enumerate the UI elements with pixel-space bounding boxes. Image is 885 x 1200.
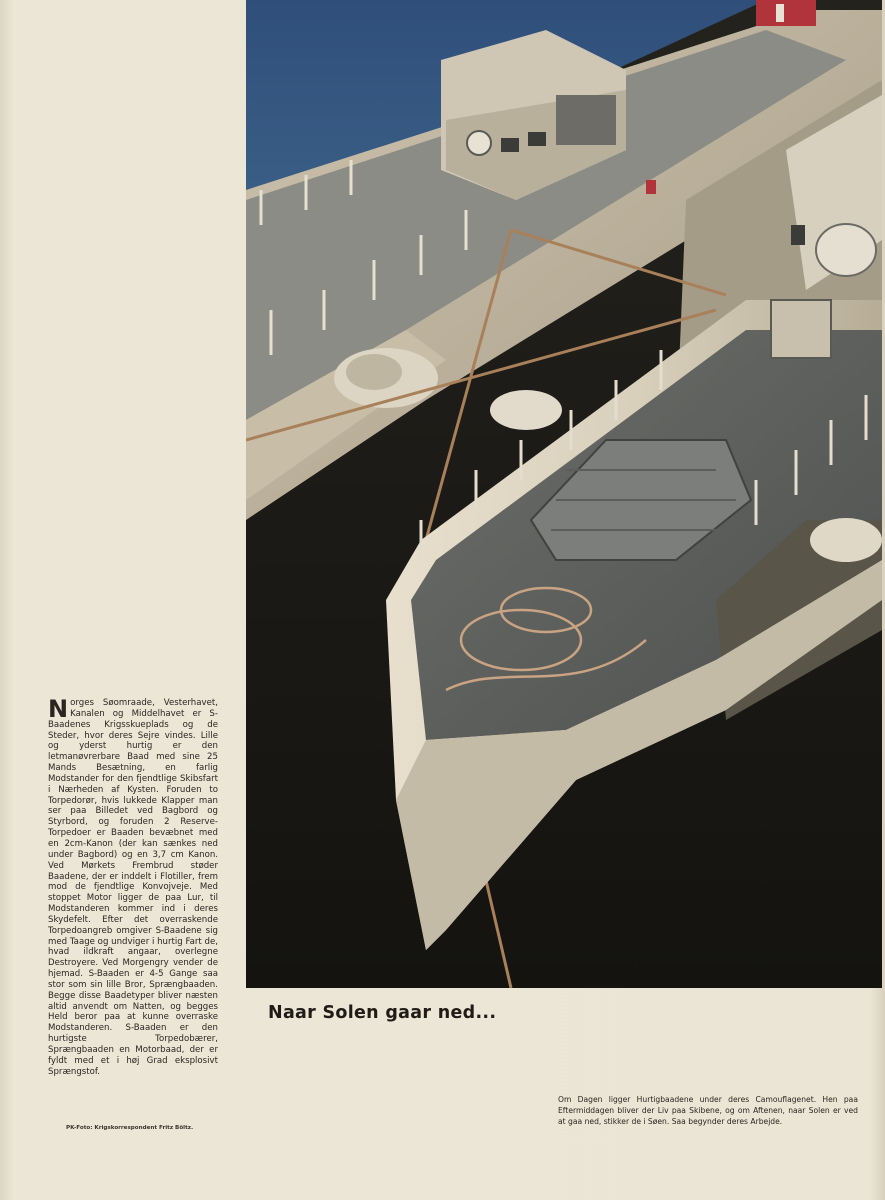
photo-illustration bbox=[246, 0, 882, 988]
photo-credit: PK-Foto: Krigskorrespondent Fritz Böltz. bbox=[66, 1125, 194, 1131]
headline: Naar Solen gaar ned... bbox=[268, 1003, 497, 1023]
article-body-text: orges Søomraade, Vesterhavet, Kanalen og Middelhavet er S-Baadenes Krigsskueplads og de Steder, hvor deres Sejre vindes. Lille og yderst hurtig er den letmanøvrerbare Baad med sine 25 Mands Besætning, en farlig Modstander for den fjendtlige Skibsfart i Nærheden af Kysten. Foruden to Torpedorør, hvis lukkede Klapper man ser paa Billedet ved Bagbord og Styrbord, og foruden 2 Reserve-Torpedoer er Baaden bevæbnet med en 2cm-Kanon (der kan sænkes ned under Bagbord) og en 3,7 cm Kanon. Ved Mørkets Frembrud støder Baadene, der er inddelt i Flotiller, frem mod de fjendtlige Konvojveje. Med stoppet Motor ligger de paa Lur, til Modstanderen kommer ind i deres Skydefelt. Efter det overraskende Torpedoangreb omgiver S-Baadene sig med Taage og undviger i hurtig Fart de, hvad ildkraft angaar, overlegne Destroyere. Ved Morgengry vender de hjemad. S-Baaden er 4-5 Gange saa stor som sin lille Bror, Sprængbaaden. Begge disse Baadetyper bliver næsten altid anvendt om Natten, og begges Held beror paa at kunne overraske Modstanderen. S-Baaden er den hurtigste Torpedobærer, Sprængbaaden en Motorbaad, der er fyldt med et i høj Grad eksplosivt Sprængstof. bbox=[48, 698, 218, 1077]
article-body bbox=[48, 695, 218, 1078]
dropcap: N bbox=[48, 695, 69, 723]
photo-caption: Om Dagen ligger Hurtigbaadene under deres Camouflagenet. Hen paa Eftermiddagen bliver der Liv paa Skibene, og om Aftenen, naar Solen er ved at gaa ned, stikker de i Søen. Saa begynder deres Arbejde. bbox=[558, 1095, 858, 1126]
boat-photograph bbox=[246, 0, 882, 988]
